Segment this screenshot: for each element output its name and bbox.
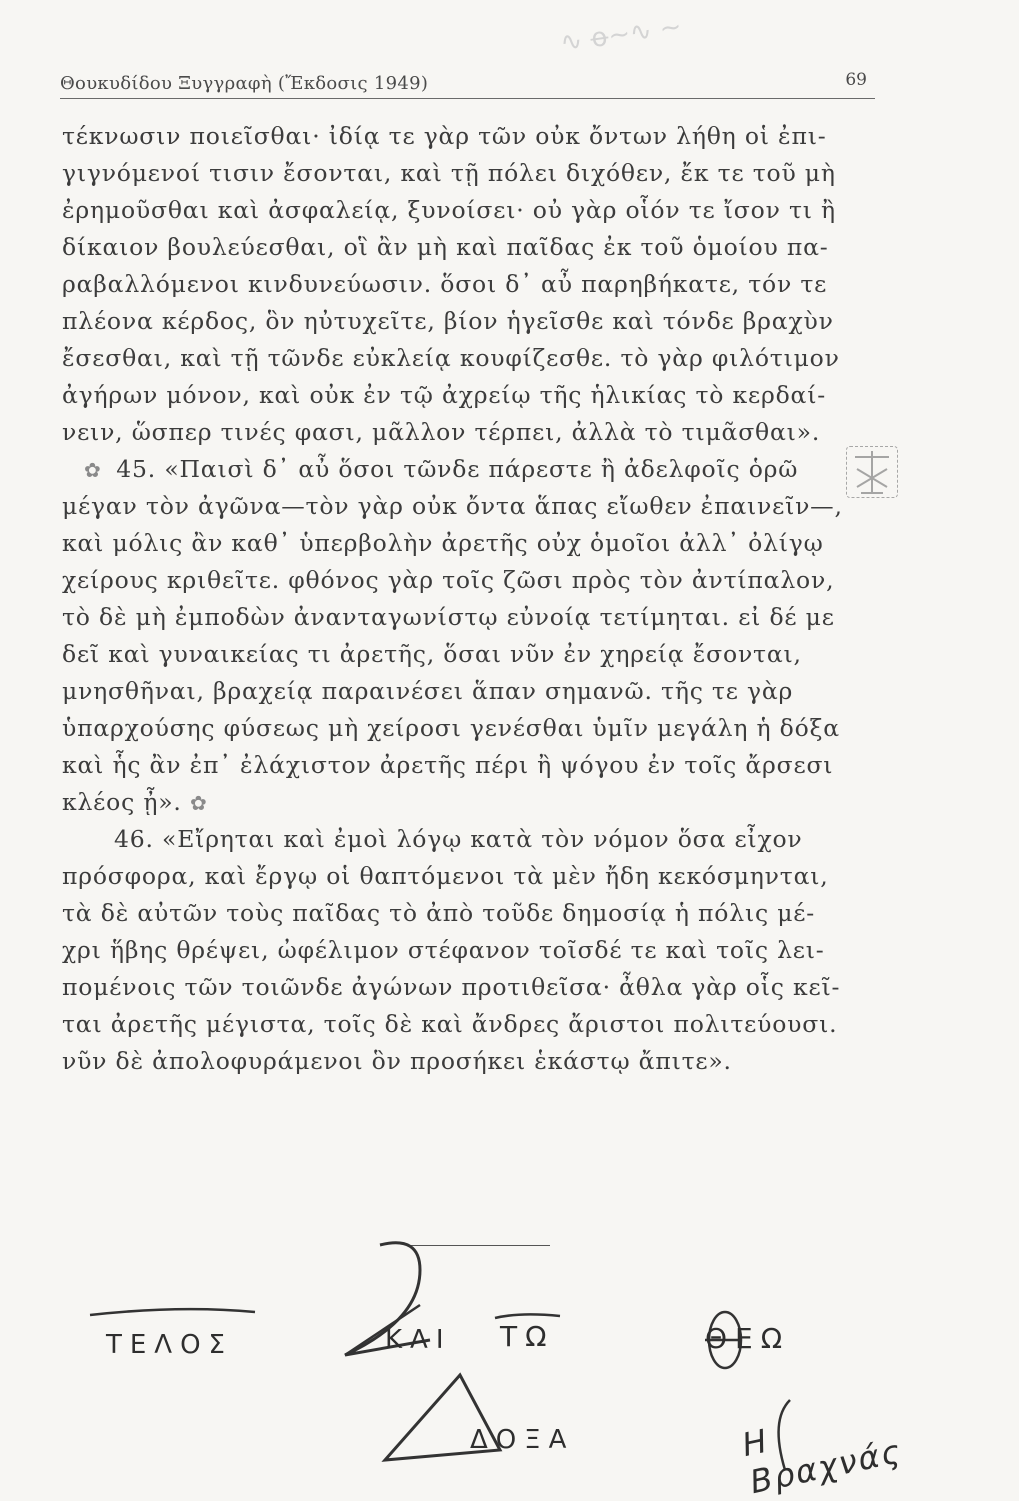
section-45-heading-line: 45. «Παισὶ δ᾽ αὖ ὅσοι τῶνδε πάρεστε ἢ ἀδελφοῖς ὁρῶ <box>116 455 799 483</box>
text-line: χρι ἥβης θρέψει, ὠφέλιμον στέφανον τοῖσδέ τε καὶ τοῖς λει- <box>62 936 825 964</box>
handwritten-word: ΤΕΛΟΣ <box>106 1330 233 1360</box>
handwritten-word: ΘΕΩ <box>705 1322 791 1355</box>
text-line: πομένοις τῶν τοιῶνδε ἀγώνων προτιθεῖσα· ἆθλα γὰρ οἷς κεῖ- <box>62 973 841 1001</box>
text-line: τὸ δὲ μὴ ἐμποδὼν ἀνανταγωνίστῳ εὐνοίᾳ τετίμηται. εἰ δέ με <box>62 603 835 631</box>
section-46-heading-line: 46. «Εἴρηται καὶ ἐμοὶ λόγῳ κατὰ τὸν νόμον ὅσα εἶχον <box>114 825 803 853</box>
page-number: 69 <box>845 70 867 90</box>
flower-ornament-icon: ✿ <box>189 791 208 815</box>
text-fragment: κλέος ᾖ». <box>62 788 182 816</box>
text-line: ραβαλλόμενοι κινδυνεύωσιν. ὅσοι δ᾽ αὖ παρηβήκατε, τόν τε <box>62 270 828 298</box>
text-line: νῦν δὲ ἀπολοφυράμενοι ὃν προσήκει ἑκάστῳ ἄπιτε». <box>62 1047 732 1075</box>
header-title: Θουκυδίδου Ξυγγραφὴ (Ἔκδοσις 1949) <box>60 73 429 94</box>
text-line: τέκνωσιν ποιεῖσθαι· ἰδίᾳ τε γὰρ τῶν οὐκ ὄντων λήθη οἱ ἐπι- <box>62 122 827 150</box>
text-line: ἐρημοῦσθαι καὶ ἀσφαλείᾳ, ξυνοίσει· οὐ γὰρ οἷόν τε ἴσον τι ἢ <box>62 196 836 224</box>
handwritten-word: ΤΩ <box>500 1320 555 1353</box>
text-line: δίκαιον βουλεύεσθαι, οἳ ἂν μὴ καὶ παῖδας ἐκ τοῦ ὁμοίου πα- <box>62 233 829 261</box>
text-line: πλέονα κέρδος, ὃν ηὐτυχεῖτε, βίον ἡγεῖσθε καὶ τόνδε βραχὺν <box>62 307 834 335</box>
text-line: καὶ ἧς ἂν ἐπ᾽ ἐλάχιστον ἀρετῆς πέρι ἢ ψόγου ἐν τοῖς ἄρσεσι <box>62 751 834 779</box>
signature: Η Βραχνάς <box>738 1421 906 1501</box>
text-line: ἔσεσθαι, καὶ τῇ τῶνδε εὐκλείᾳ κουφίζεσθε. τὸ γὰρ φιλότιμον <box>62 344 840 372</box>
text-line: ὑπαρχούσης φύσεως μὴ χείροσι γενέσθαι ὑμῖν μεγάλη ἡ δόξα <box>62 714 840 742</box>
text-line: γιγνόμενοί τισιν ἔσονται, καὶ τῇ πόλει διχόθεν, ἔκ τε τοῦ μὴ <box>62 159 836 187</box>
text-line: καὶ μόλις ἂν καθ᾽ ὑπερβολὴν ἀρετῆς οὐχ ὁμοῖοι ἀλλ᾽ ὀλίγῳ <box>62 529 824 557</box>
text-line: ται ἀρετῆς μέγιστα, τοῖς δὲ καὶ ἄνδρες ἄριστοι πολιτεύουσι. <box>62 1010 838 1038</box>
text-line: τὰ δὲ αὐτῶν τοὺς παῖδας τὸ ἀπὸ τοῦδε δημοσίᾳ ἡ πόλις μέ- <box>62 899 815 927</box>
text-line: μνησθῆναι, βραχείᾳ παραινέσει ἅπαν σημανῶ. τῆς τε γὰρ <box>62 677 794 705</box>
handwritten-word: ΔΟΞΑ <box>470 1425 575 1455</box>
text-line: μέγαν τὸν ἀγῶνα—τὸν γὰρ οὐκ ὄντα ἅπας εἴωθεν ἐπαινεῖν—, <box>62 492 843 520</box>
text-line: ἀγήρων μόνον, καὶ οὐκ ἐν τῷ ἀχρείῳ τῆς ἡλικίας τὸ κερδαί- <box>62 381 826 409</box>
faint-handwritten-mark: ∿ ꝋ∼∿ ∼ <box>558 11 684 59</box>
text-line: νειν, ὥσπερ τινές φασι, μᾶλλον τέρπει, ἀλλὰ τὸ τιμᾶσθαι». <box>62 418 821 446</box>
handwritten-word: ΚΑΙ <box>385 1325 452 1355</box>
text-line: χείρους κριθεῖτε. φθόνος γὰρ τοῖς ζῶσι πρὸς τὸν ἀντίπαλον, <box>62 566 835 594</box>
text-line: πρόσφορα, καὶ ἔργῳ οἱ θαπτόμενοι τὰ μὲν ἤδη κεκόσμηνται, <box>62 862 829 890</box>
text-line: δεῖ καὶ γυναικείας τι ἀρετῆς, ὅσαι νῦν ἐν χηρείᾳ ἔσονται, <box>62 640 802 668</box>
flower-ornament-icon: ✿ <box>84 458 102 482</box>
